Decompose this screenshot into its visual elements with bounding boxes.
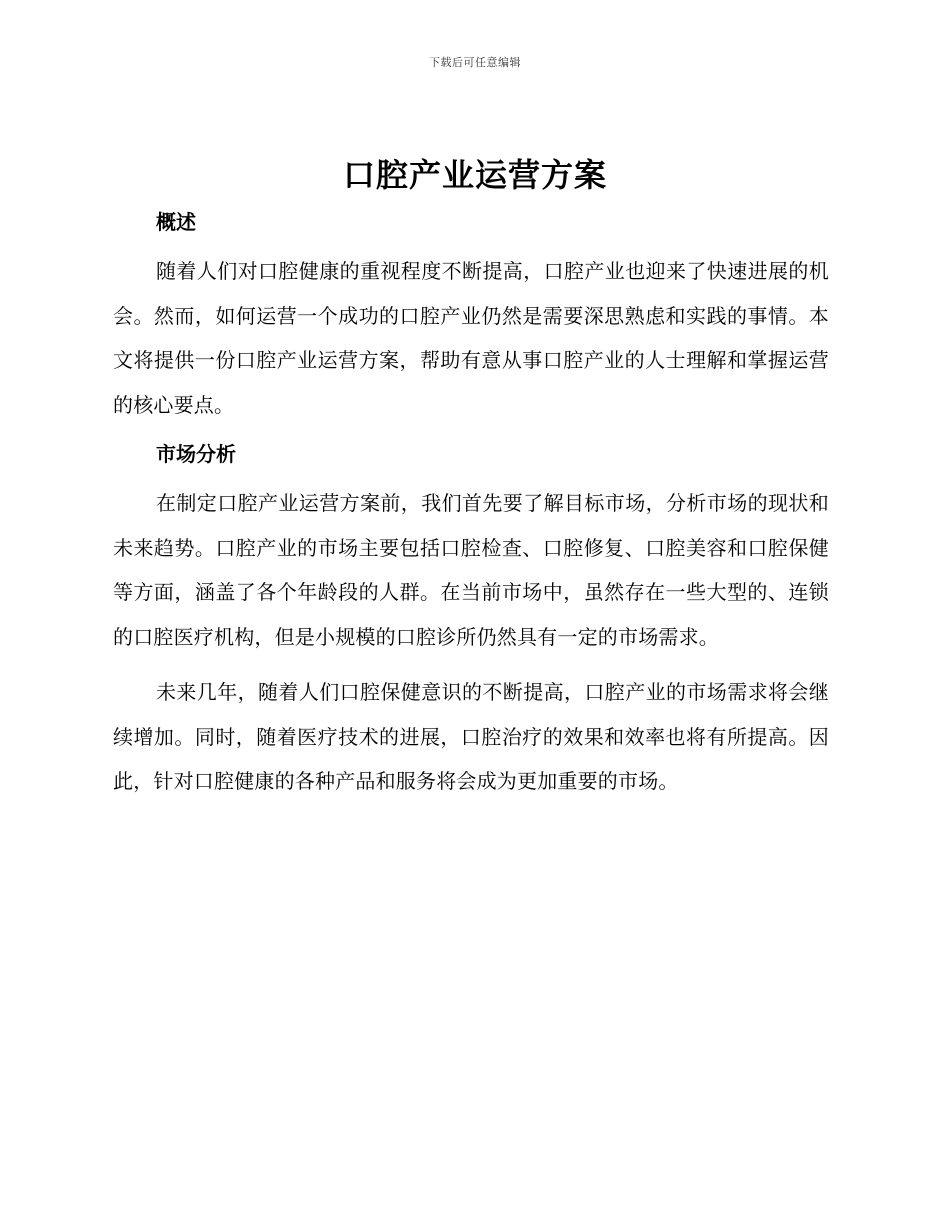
section-heading-overview: 概述 [156, 210, 196, 234]
section-heading-market-analysis: 市场分析 [156, 442, 236, 466]
header-note: 下载后可任意编辑 [429, 56, 521, 69]
document-body [113, 205, 829, 804]
document-title: 口腔产业运营方案 [342, 156, 607, 194]
paragraph-market-analysis-2: 未来几年，随着人们口腔保健意识的不断提高，口腔产业的市场需求将会继续增加。同时，随着医疗技术的进展，口腔治疗的效果和效率也将有所提高。因此，针对口腔健康的各种产品和服务将会成为更加重要的市场。 [113, 680, 829, 793]
paragraph-overview: 随着人们对口腔健康的重视程度不断提高，口腔产业也迎来了快速进展的机会。然而，如何运营一个成功的口腔产业仍然是需要深思熟虑和实践的事情。本文将提供一份口腔产业运营方案，帮助有意从事口腔产业的人士理解和掌握运营的核心要点。 [113, 259, 829, 417]
paragraph-market-analysis-1: 在制定口腔产业运营方案前，我们首先要了解目标市场，分析市场的现状和未来趋势。口腔产业的市场主要包括口腔检查、口腔修复、口腔美容和口腔保健等方面，涵盖了各个年龄段的人群。在当前市场中，虽然存在一些大型的、连锁的口腔医疗机构，但是小规模的口腔诊所仍然具有一定的市场需求。 [113, 491, 829, 649]
